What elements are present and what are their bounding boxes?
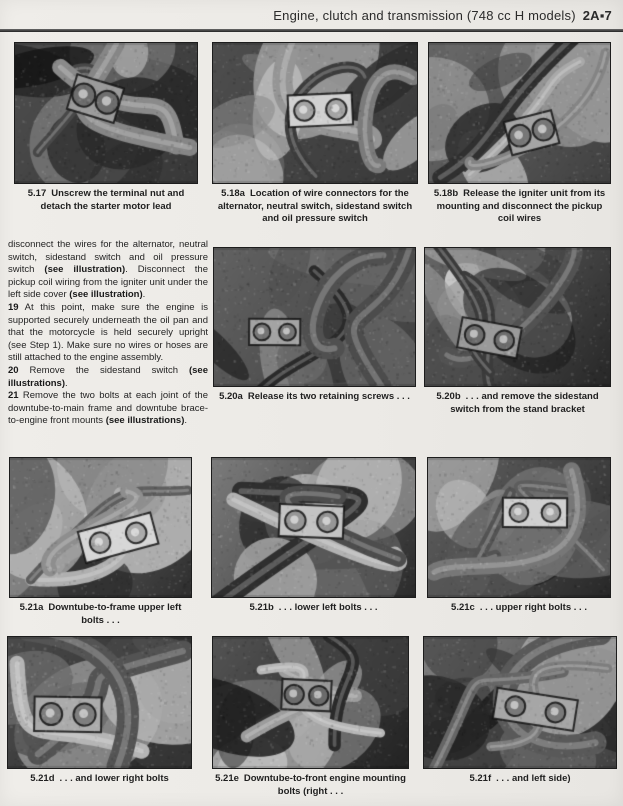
figure-photo [423, 636, 617, 769]
figure-caption-text: . . . and lower right bolts [59, 773, 169, 784]
figure-caption-text: Release its two retaining screws . . . [247, 391, 410, 402]
figure-number: 5.21c [451, 602, 475, 613]
figure-5-21e [212, 636, 409, 798]
figure-caption [424, 391, 611, 416]
figure-caption-text: Unscrew the terminal nut and detach the starter motor lead [40, 188, 185, 212]
figure-number: 5.21f [469, 773, 492, 784]
figure-caption-text: Location of wire connectors for the alternator, neutral switch, sidestand switch and oil pressure switch [217, 188, 413, 224]
figure-photo [14, 42, 198, 184]
figure-caption-text: Downtube-to-front engine mounting bolts (right . . . [243, 773, 406, 797]
figure-caption [14, 188, 198, 213]
body-text-column [8, 239, 208, 428]
page-number: 2A▪7 [582, 8, 612, 23]
header-rule [0, 29, 623, 32]
figure-number: 5.21e [215, 773, 239, 784]
figure-caption [7, 773, 192, 786]
page-header [273, 8, 612, 23]
figure-number: 5.17 [27, 188, 47, 199]
figure-caption [428, 188, 611, 226]
body-paragraph: 19 At this point, make sure the engine is supported securely underneath the oil pan and that the motorcycle is held securely upright (see Step 1). Make sure no wires or hoses are still attached to the engine assembly. [8, 301, 208, 364]
figure-5-20a [213, 247, 416, 404]
figure-photo [428, 42, 611, 184]
figure-caption-text: Downtube-to-frame upper left bolts . . . [48, 602, 182, 626]
step-number: 21 [8, 390, 19, 402]
figure-caption [427, 602, 611, 615]
figure-number: 5.21d [30, 773, 55, 784]
figure-photo [9, 457, 192, 598]
figure-5-21c [427, 457, 611, 615]
figure-caption [9, 602, 192, 627]
figure-5-21a [9, 457, 192, 627]
figure-number: 5.21a [19, 602, 44, 613]
figure-5-21b [211, 457, 416, 615]
figure-number: 5.21b [249, 602, 274, 613]
figure-photo [213, 247, 416, 387]
figure-number: 5.20a [219, 391, 243, 402]
figure-caption [212, 188, 418, 226]
figure-number: 5.18b [433, 188, 459, 199]
figure-caption-text: . . . and left side) [496, 773, 571, 784]
step-number: 19 [8, 301, 19, 313]
figure-5-17 [14, 42, 198, 213]
figure-5-21f [423, 636, 617, 786]
figure-photo [424, 247, 611, 387]
see-illustration-ref: (see illustration) [69, 289, 143, 301]
figure-5-18b [428, 42, 611, 226]
figure-caption-text: . . . and remove the sidestand switch from the stand bracket [450, 391, 599, 415]
figure-caption [213, 391, 416, 404]
figure-photo [211, 457, 416, 598]
figure-photo [212, 42, 418, 184]
figure-photo [212, 636, 409, 769]
figure-photo [7, 636, 192, 769]
figure-photo [427, 457, 611, 598]
header-title: Engine, clutch and transmission (748 cc H models) [273, 8, 576, 23]
see-illustration-ref: (see illustration) [44, 264, 126, 276]
see-illustration-ref: (see illustrations) [8, 364, 208, 389]
body-paragraph: 21 Remove the two bolts at each joint of the downtube-to-main frame and downtube brace-to-engine front mounts (see illustrations). [8, 390, 208, 427]
body-paragraph: 20 Remove the sidestand switch (see illustrations). [8, 364, 208, 389]
figure-5-21d [7, 636, 192, 786]
see-illustration-ref: (see illustrations) [105, 415, 185, 427]
figure-number: 5.20b [436, 391, 461, 402]
figure-caption-text: . . . lower left bolts . . . [278, 602, 378, 613]
figure-caption [211, 602, 416, 615]
figure-caption [212, 773, 409, 798]
figure-5-18a [212, 42, 418, 226]
step-number: 20 [8, 364, 19, 376]
figure-5-20b [424, 247, 611, 416]
body-paragraph: disconnect the wires for the alternator, neutral switch, sidestand switch and oil pressure switch (see illustration). Disconnect the pickup coil wiring from the igniter unit under the left side cover (see illustration). [8, 239, 209, 301]
figure-number: 5.18a [221, 188, 245, 199]
figure-caption-text: . . . upper right bolts . . . [479, 602, 587, 613]
figure-caption-text: Release the igniter unit from its mounting and disconnect the pickup coil wires [436, 188, 606, 224]
figure-caption [423, 773, 617, 786]
